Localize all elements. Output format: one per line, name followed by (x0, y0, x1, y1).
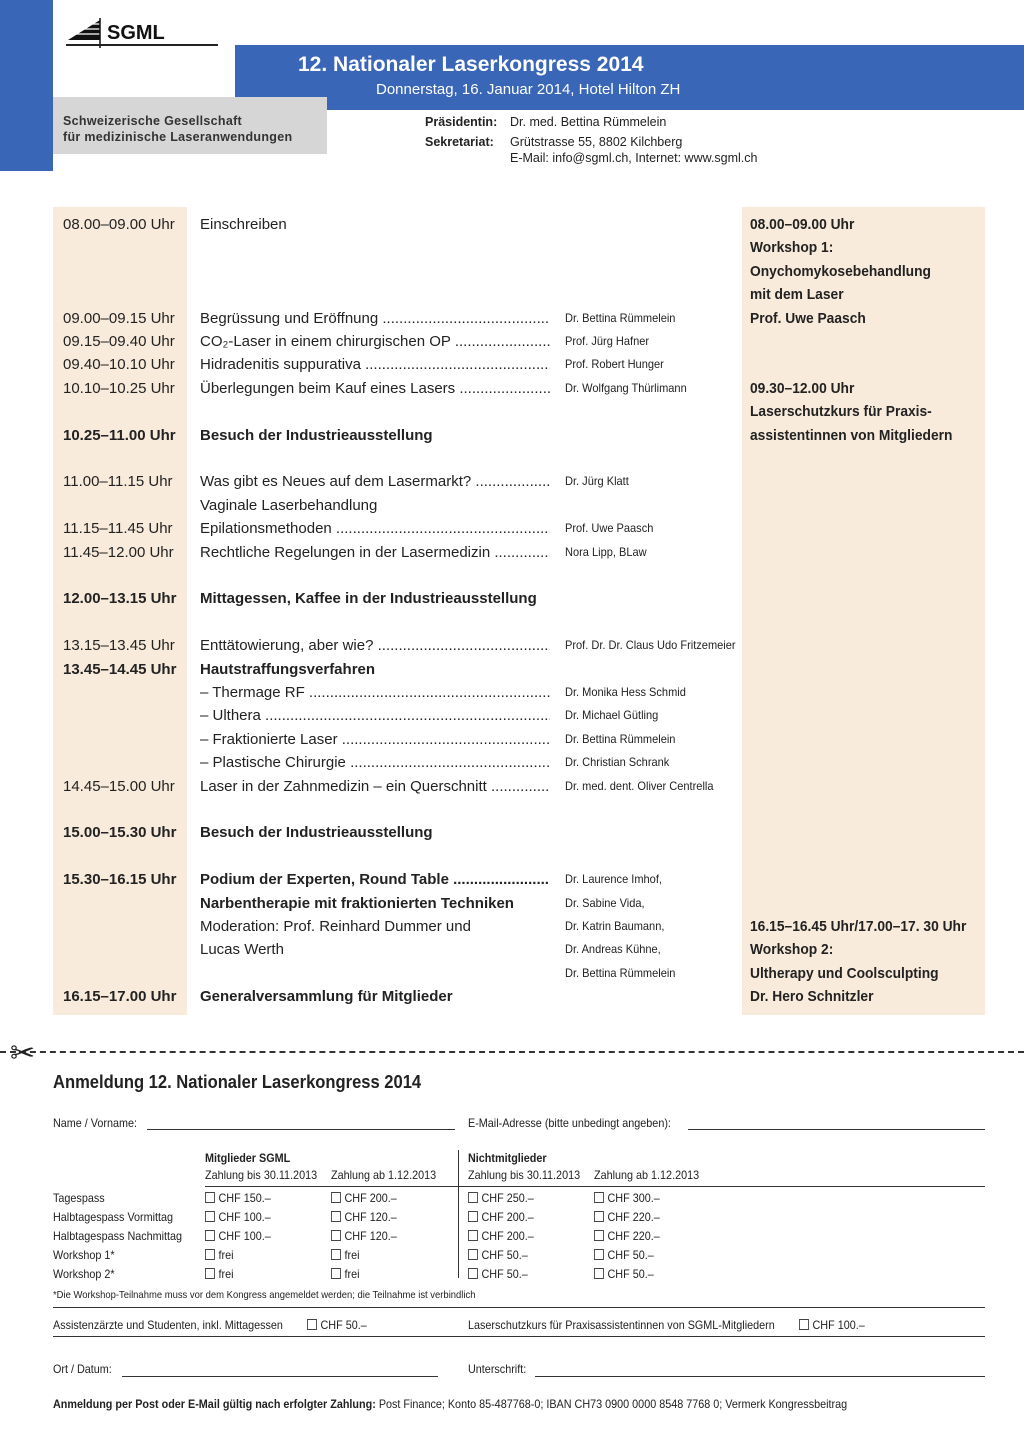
program-topic: – Fraktionierte Laser ..... (200, 728, 550, 751)
program-time: 12.00–13.15 Uhr (63, 590, 177, 608)
workshop-line: Workshop 1: (750, 239, 834, 257)
name-field[interactable] (147, 1129, 455, 1130)
program-speaker: Dr. Wolfgang Thürlimann (565, 380, 687, 395)
program-topic: Besuch der Industrieausstellung (200, 426, 433, 444)
signature-label: Unterschrift: (468, 1362, 527, 1376)
signature-field[interactable] (535, 1376, 985, 1377)
program-speaker: Dr. Bettina Rümmelein (565, 965, 676, 980)
price-value: frei (344, 1248, 360, 1262)
price-option[interactable] (468, 1267, 528, 1281)
price-value: CHF 120.– (344, 1210, 397, 1224)
workshop-line: 08.00–09.00 Uhr (750, 216, 855, 233)
assist-rule (53, 1336, 985, 1337)
society-line-1: Schweizerische Gesellschaft (63, 114, 243, 128)
program-topic: – Plastische Chirurgie ..... (200, 751, 550, 774)
price-value: CHF 250.– (481, 1191, 534, 1205)
president-label: Präsidentin: (425, 115, 498, 129)
price-option[interactable] (205, 1267, 234, 1281)
nonmembers-heading: Nichtmitglieder (468, 1151, 547, 1165)
price-option[interactable] (205, 1248, 234, 1262)
program-topic: Moderation: Prof. Reinhard Dummer und (200, 918, 471, 935)
price-option[interactable] (205, 1210, 271, 1224)
secretariat-label: Sekretariat: (425, 135, 494, 149)
checkbox[interactable] (331, 1268, 341, 1279)
price-row-label: Workshop 2* (53, 1267, 115, 1281)
price-option[interactable] (468, 1191, 534, 1205)
president-value: Dr. med. Bettina Rümmelein (510, 115, 667, 129)
price-value: frei (218, 1267, 234, 1281)
checkbox[interactable] (594, 1268, 604, 1279)
program-time: 11.00–11.15 Uhr (63, 473, 173, 491)
checkbox[interactable] (205, 1192, 215, 1203)
program-time: 10.10–10.25 Uhr (63, 379, 175, 397)
checkbox[interactable] (468, 1268, 478, 1279)
price-row-label: Tagespass (53, 1191, 105, 1205)
program-speaker: Prof. Robert Hunger (565, 357, 664, 372)
workshop-line: Prof. Uwe Paasch (750, 309, 866, 327)
program-speaker: Nora Lipp, BLaw (565, 544, 647, 559)
program-topic: Lucas Werth (200, 941, 284, 959)
society-line-2: für medizinische Laseranwendungen (63, 130, 293, 144)
price-header-rule (205, 1186, 985, 1187)
price-row-label: Workshop 1* (53, 1248, 115, 1262)
assist-option[interactable]: CHF 50.– (307, 1318, 367, 1332)
program-speaker: Dr. Bettina Rümmelein (565, 731, 676, 746)
checkbox[interactable] (331, 1230, 341, 1241)
place-date-field[interactable] (122, 1376, 438, 1377)
registration-title: Anmeldung 12. Nationaler Laserkongress 2014 (53, 1072, 422, 1092)
program-time: 10.25–11.00 Uhr (63, 426, 176, 444)
workshop-line: Ultherapy und Coolsculpting (750, 964, 939, 982)
program-time: 16.15–17.00 Uhr (63, 988, 177, 1006)
price-value: CHF 200.– (344, 1191, 397, 1205)
price-option[interactable] (331, 1229, 397, 1243)
price-row-label: Halbtagespass Nachmittag (53, 1229, 183, 1243)
checkbox[interactable] (799, 1319, 809, 1330)
workshop-line: 09.30–12.00 Uhr (750, 379, 855, 397)
workshop-line: mit dem Laser (750, 286, 844, 304)
workshop-line: Onychomykosebehandlung (750, 262, 931, 280)
program-topic: – Thermage RF ..... (200, 681, 550, 704)
payment-info: Anmeldung per Post oder E-Mail gültig nach erfolgter Zahlung: Post Finance; Konto 85-487768-0; IBAN CH73 0900 0000 8548 7768 0; Vermerk Kongressbeitrag (53, 1397, 848, 1411)
laserkurs-option[interactable]: CHF 100.– (799, 1318, 865, 1332)
program-topic: Rechtliche Regelungen in der Lasermedizin ..... (200, 541, 550, 564)
cut-line (0, 1051, 1024, 1053)
price-value: CHF 50.– (607, 1267, 654, 1281)
program-topic: Epilationsmethoden ..... (200, 517, 550, 540)
scissors-icon: ✂ (10, 1037, 36, 1070)
price-divider (458, 1150, 459, 1278)
program-topic: Generalversammlung für Mitglieder (200, 988, 453, 1006)
checkbox[interactable] (468, 1230, 478, 1241)
checkbox[interactable] (205, 1211, 215, 1222)
program-topic: Vaginale Laserbehandlung (200, 496, 378, 514)
place-date-label: Ort / Datum: (53, 1362, 112, 1376)
program-speaker: Dr. Bettina Rümmelein (565, 310, 676, 325)
checkbox[interactable] (594, 1230, 604, 1241)
price-option[interactable] (331, 1210, 397, 1224)
program-speaker: Prof. Dr. Dr. Claus Udo Fritzemeier (565, 638, 736, 653)
price-option[interactable] (331, 1191, 397, 1205)
secretariat-address: Grütstrasse 55, 8802 Kilchberg (510, 135, 683, 149)
checkbox[interactable] (594, 1192, 604, 1203)
program-speaker: Prof. Jürg Hafner (565, 334, 650, 348)
workshop-line: 16.15–16.45 Uhr/17.00–17. 30 Uhr (750, 918, 967, 935)
checkbox[interactable] (331, 1211, 341, 1222)
program-time: 09.40–10.10 Uhr (63, 356, 175, 374)
program-topic: Laser in der Zahnmedizin – ein Querschnitt ..... (200, 775, 550, 798)
program-topic: Enttätowierung, aber wie? ..... (200, 634, 550, 657)
price-value: CHF 100.– (218, 1210, 271, 1224)
price-value: frei (218, 1248, 234, 1262)
program-time: 11.45–12.00 Uhr (63, 543, 174, 561)
checkbox[interactable] (331, 1249, 341, 1260)
col-label-2: Zahlung ab 1.12.2013 (331, 1168, 437, 1182)
program-speaker: Dr. Sabine Vida, (565, 895, 645, 910)
page-title: 12. Nationaler Laserkongress 2014 (298, 53, 644, 76)
price-value: CHF 100.– (218, 1229, 271, 1243)
checkbox[interactable] (594, 1249, 604, 1260)
checkbox[interactable] (205, 1249, 215, 1260)
program-topic: Einschreiben (200, 216, 287, 233)
logo-underline (66, 44, 218, 46)
workshop-footnote: *Die Workshop-Teilnahme muss vor dem Kongress angemeldet werden; die Teilnahme ist verbindlich (53, 1289, 476, 1301)
price-value: CHF 220.– (607, 1229, 660, 1243)
col-label-1: Zahlung bis 30.11.2013 (205, 1168, 318, 1182)
price-option[interactable] (468, 1229, 534, 1243)
checkbox[interactable] (331, 1192, 341, 1203)
program-speaker: Dr. Katrin Baumann, (565, 919, 665, 933)
checkbox[interactable] (205, 1230, 215, 1241)
email-label: E-Mail-Adresse (bitte unbedingt angeben): (468, 1116, 671, 1130)
program-time: 15.00–15.30 Uhr (63, 824, 177, 842)
price-option[interactable] (468, 1248, 528, 1262)
program-topic: Narbentherapie mit fraktionierten Techniken (200, 894, 514, 912)
program-time: 14.45–15.00 Uhr (63, 777, 175, 795)
members-heading: Mitglieder SGML (205, 1151, 291, 1165)
workshop-line: assistentinnen von Mitgliedern (750, 426, 953, 444)
program-time: 09.15–09.40 Uhr (63, 333, 175, 350)
program-time: 09.00–09.15 Uhr (63, 309, 175, 327)
program-speaker: Dr. Andreas Kühne, (565, 942, 661, 957)
price-value: CHF 200.– (481, 1229, 534, 1243)
program-time: 15.30–16.15 Uhr (63, 871, 177, 889)
program-time: 13.45–14.45 Uhr (63, 660, 177, 678)
workshop-line: Laserschutzkurs für Praxis- (750, 403, 932, 421)
program-speaker: Dr. Michael Gütling (565, 708, 659, 723)
price-value: CHF 50.– (481, 1248, 528, 1262)
assist-label: Assistenzärzte und Studenten, inkl. Mittagessen (53, 1318, 283, 1332)
program-speaker: Dr. med. dent. Oliver Centrella (565, 778, 714, 793)
price-option[interactable] (594, 1248, 654, 1262)
checkbox[interactable] (205, 1268, 215, 1279)
program-time: 08.00–09.00 Uhr (63, 216, 175, 233)
program-topic: Mittagessen, Kaffee in der Industrieausstellung (200, 590, 537, 608)
logo-text: SGML (107, 22, 165, 44)
checkbox[interactable] (594, 1211, 604, 1222)
price-option[interactable] (594, 1267, 654, 1281)
contact-info: E-Mail: info@sgml.ch, Internet: www.sgml.ch (510, 151, 758, 165)
program-speaker: Dr. Monika Hess Schmid (565, 685, 686, 699)
price-value: CHF 50.– (481, 1267, 528, 1281)
program-topic: Was gibt es Neues auf dem Lasermarkt? ..... (200, 470, 550, 493)
workshop-line: Workshop 2: (750, 941, 834, 959)
society-name (63, 113, 292, 145)
workshop-line: Dr. Hero Schnitzler (750, 988, 874, 1006)
program-topic: Podium der Experten, Round Table ..... (200, 868, 550, 891)
email-field[interactable] (688, 1129, 985, 1130)
program-speaker: Dr. Christian Schrank (565, 755, 670, 770)
col-label-3: Zahlung bis 30.11.2013 (468, 1168, 581, 1182)
checkbox[interactable] (468, 1249, 478, 1260)
price-option[interactable] (468, 1210, 534, 1224)
checkbox[interactable] (468, 1192, 478, 1203)
program-speaker: Dr. Laurence Imhof, (565, 872, 662, 887)
price-option[interactable] (331, 1248, 360, 1262)
name-label: Name / Vorname: (53, 1116, 138, 1130)
program-time: 11.15–11.45 Uhr (63, 520, 173, 538)
footnote-rule (53, 1307, 985, 1308)
price-row-label: Halbtagespass Vormittag (53, 1210, 174, 1224)
price-value: CHF 300.– (607, 1191, 660, 1205)
col-label-4: Zahlung ab 1.12.2013 (594, 1168, 700, 1182)
price-option[interactable] (331, 1267, 360, 1281)
price-value: CHF 50.– (607, 1248, 654, 1262)
program-speaker: Dr. Jürg Klatt (565, 474, 629, 489)
program-speaker: Prof. Uwe Paasch (565, 521, 654, 536)
checkbox[interactable] (468, 1211, 478, 1222)
price-value: CHF 120.– (344, 1229, 397, 1243)
program-topic: Hidradenitis suppurativa ..... (200, 353, 550, 376)
event-date-location: Donnerstag, 16. Januar 2014, Hotel Hilton ZH (376, 81, 681, 98)
price-option[interactable] (594, 1191, 660, 1205)
price-value: frei (344, 1267, 360, 1281)
program-topic: CO₂-Laser in einem chirurgischen OP ..... (200, 330, 550, 353)
program-topic: Hautstraffungsverfahren (200, 660, 376, 678)
laserkurs-label: Laserschutzkurs für Praxisassistentinnen von SGML-Mitgliedern (468, 1318, 775, 1332)
program-topic: Überlegungen beim Kauf eines Lasers ..... (200, 377, 550, 400)
program-time: 13.15–13.45 Uhr (63, 637, 175, 655)
price-option[interactable] (205, 1229, 271, 1243)
price-value: CHF 150.– (218, 1191, 271, 1205)
header-accent-bar (0, 0, 53, 171)
price-option[interactable] (205, 1191, 271, 1205)
price-value: CHF 220.– (607, 1210, 660, 1224)
price-option[interactable] (594, 1210, 660, 1224)
price-value: CHF 200.– (481, 1210, 534, 1224)
checkbox[interactable] (307, 1319, 317, 1330)
program-topic: – Ulthera ..... (200, 704, 550, 727)
program-topic: Besuch der Industrieausstellung (200, 824, 433, 842)
program-topic: Begrüssung und Eröffnung ..... (200, 307, 550, 330)
price-option[interactable] (594, 1229, 660, 1243)
